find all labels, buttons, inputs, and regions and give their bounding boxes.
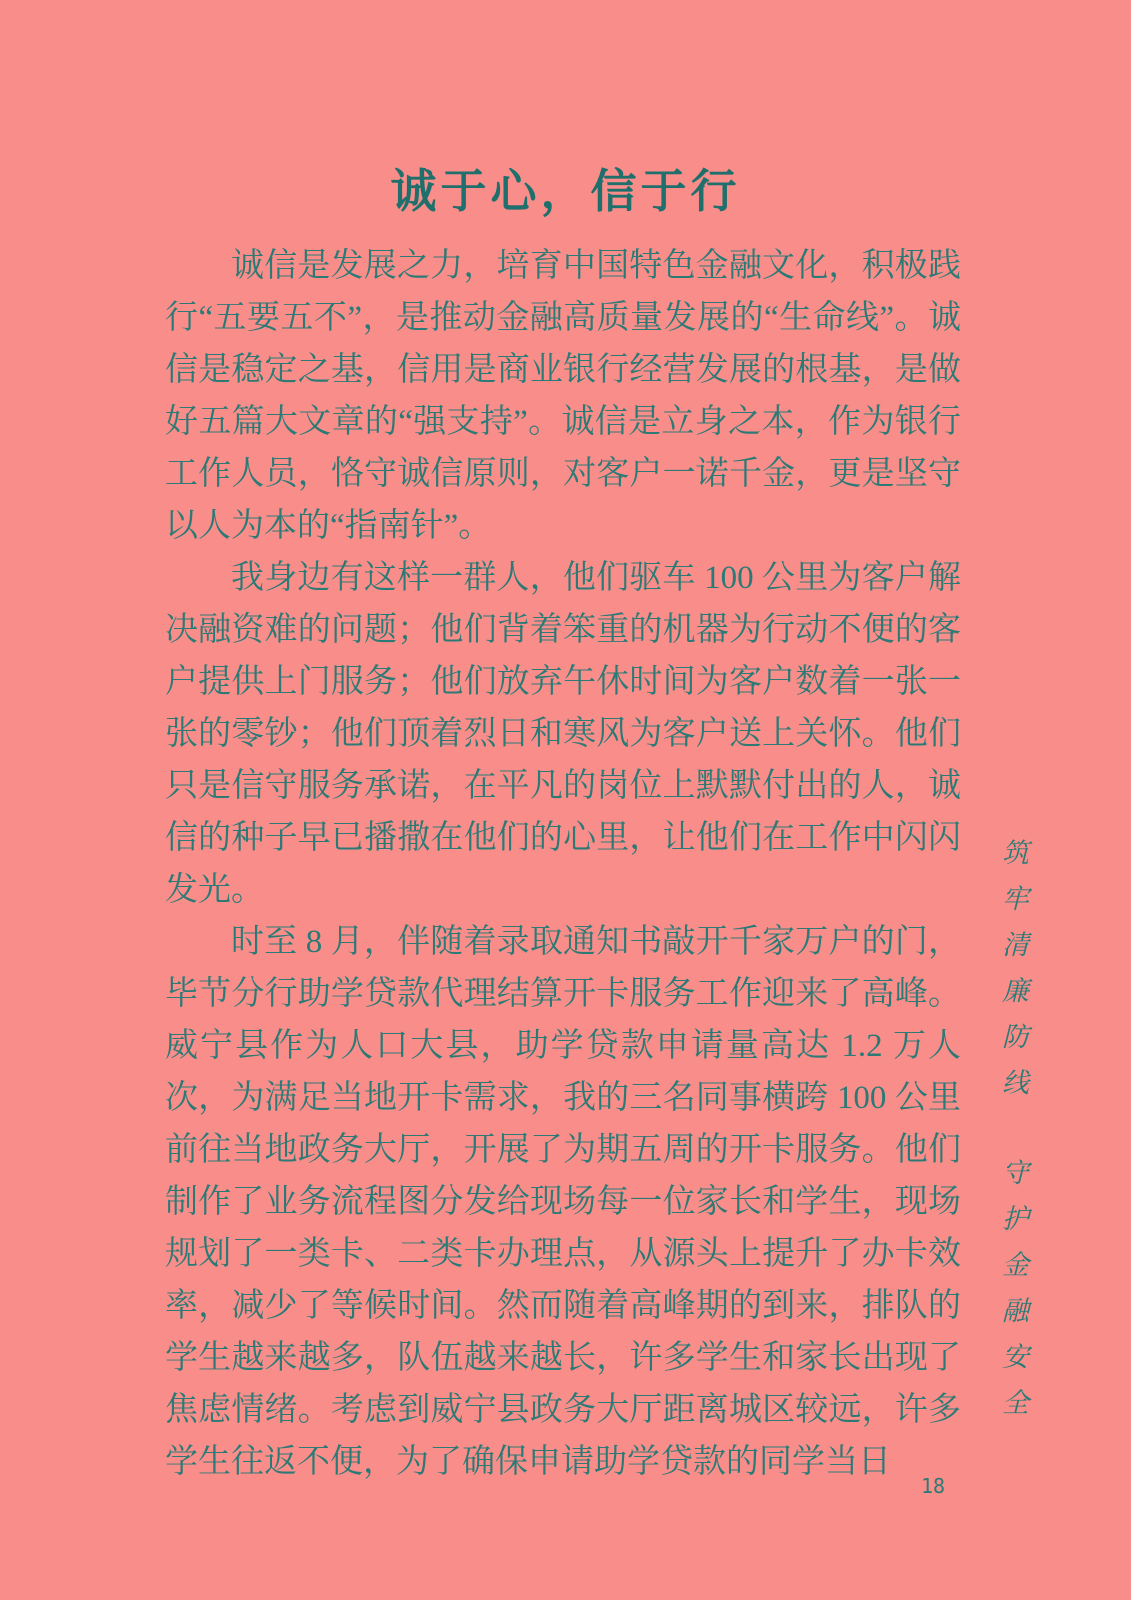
body-paragraph: 我身边有这样一群人，他们驱车 100 公里为客户解决融资难的问题；他们背着笨重的机器为行动不便的客户提供上门服务；他们放弃午休时间为客户数着一张一张的零钞；他们顶着烈日和寒风为客户送上关怀。他们只是信守服务承诺，在平凡的岗位上默默付出的人，诚信的种子早已播撒在他们的心里，让他们在工作中闪闪发光。 [165, 560, 961, 908]
body-paragraph: 时至 8 月，伴随着录取通知书敲开千家万户的门，毕节分行助学贷款代理结算开卡服务工作迎来了高峰。威宁县作为人口大县，助学贷款申请量高达 1.2 万人次，为满足当地开卡需求，我的三名同事横跨 100 公里前往当地政务大厅，开展了为期五周的开卡服务。他们制作了业务流程图分发给现场每一位家长和学生，现场规划了一类卡、二类卡办理点，从源头上提升了办卡效率，减少了等候时间。然而随着高峰期的到来，排队的学生越来越多，队伍越来越长，许多学生和家长出现了焦虑情绪。考虑到威宁县政务大厅距离城区较远，许多学生往返不便，为了确保申请助学贷款的同学当日 [165, 924, 961, 1480]
page-title: 诚于心，信于行 [390, 165, 741, 217]
body-paragraph: 诚信是发展之力，培育中国特色金融文化，积极践行“五要五不”，是推动金融高质量发展的“生命线”。诚信是稳定之基，信用是商业银行经营发展的根基，是做好五篇大文章的“强支持”。诚信是立身之本，作为银行工作人员，恪守诚信原则，对客户一诺千金，更是坚守以人为本的“指南针”。 [165, 248, 961, 544]
sidebar-slogan-line-2: 守护金融安全 [998, 1158, 1028, 1434]
document-body [165, 240, 961, 1488]
sidebar-slogan-line-1: 筑牢清廉防线 [998, 838, 1028, 1114]
page-number: 18 [921, 1474, 946, 1498]
